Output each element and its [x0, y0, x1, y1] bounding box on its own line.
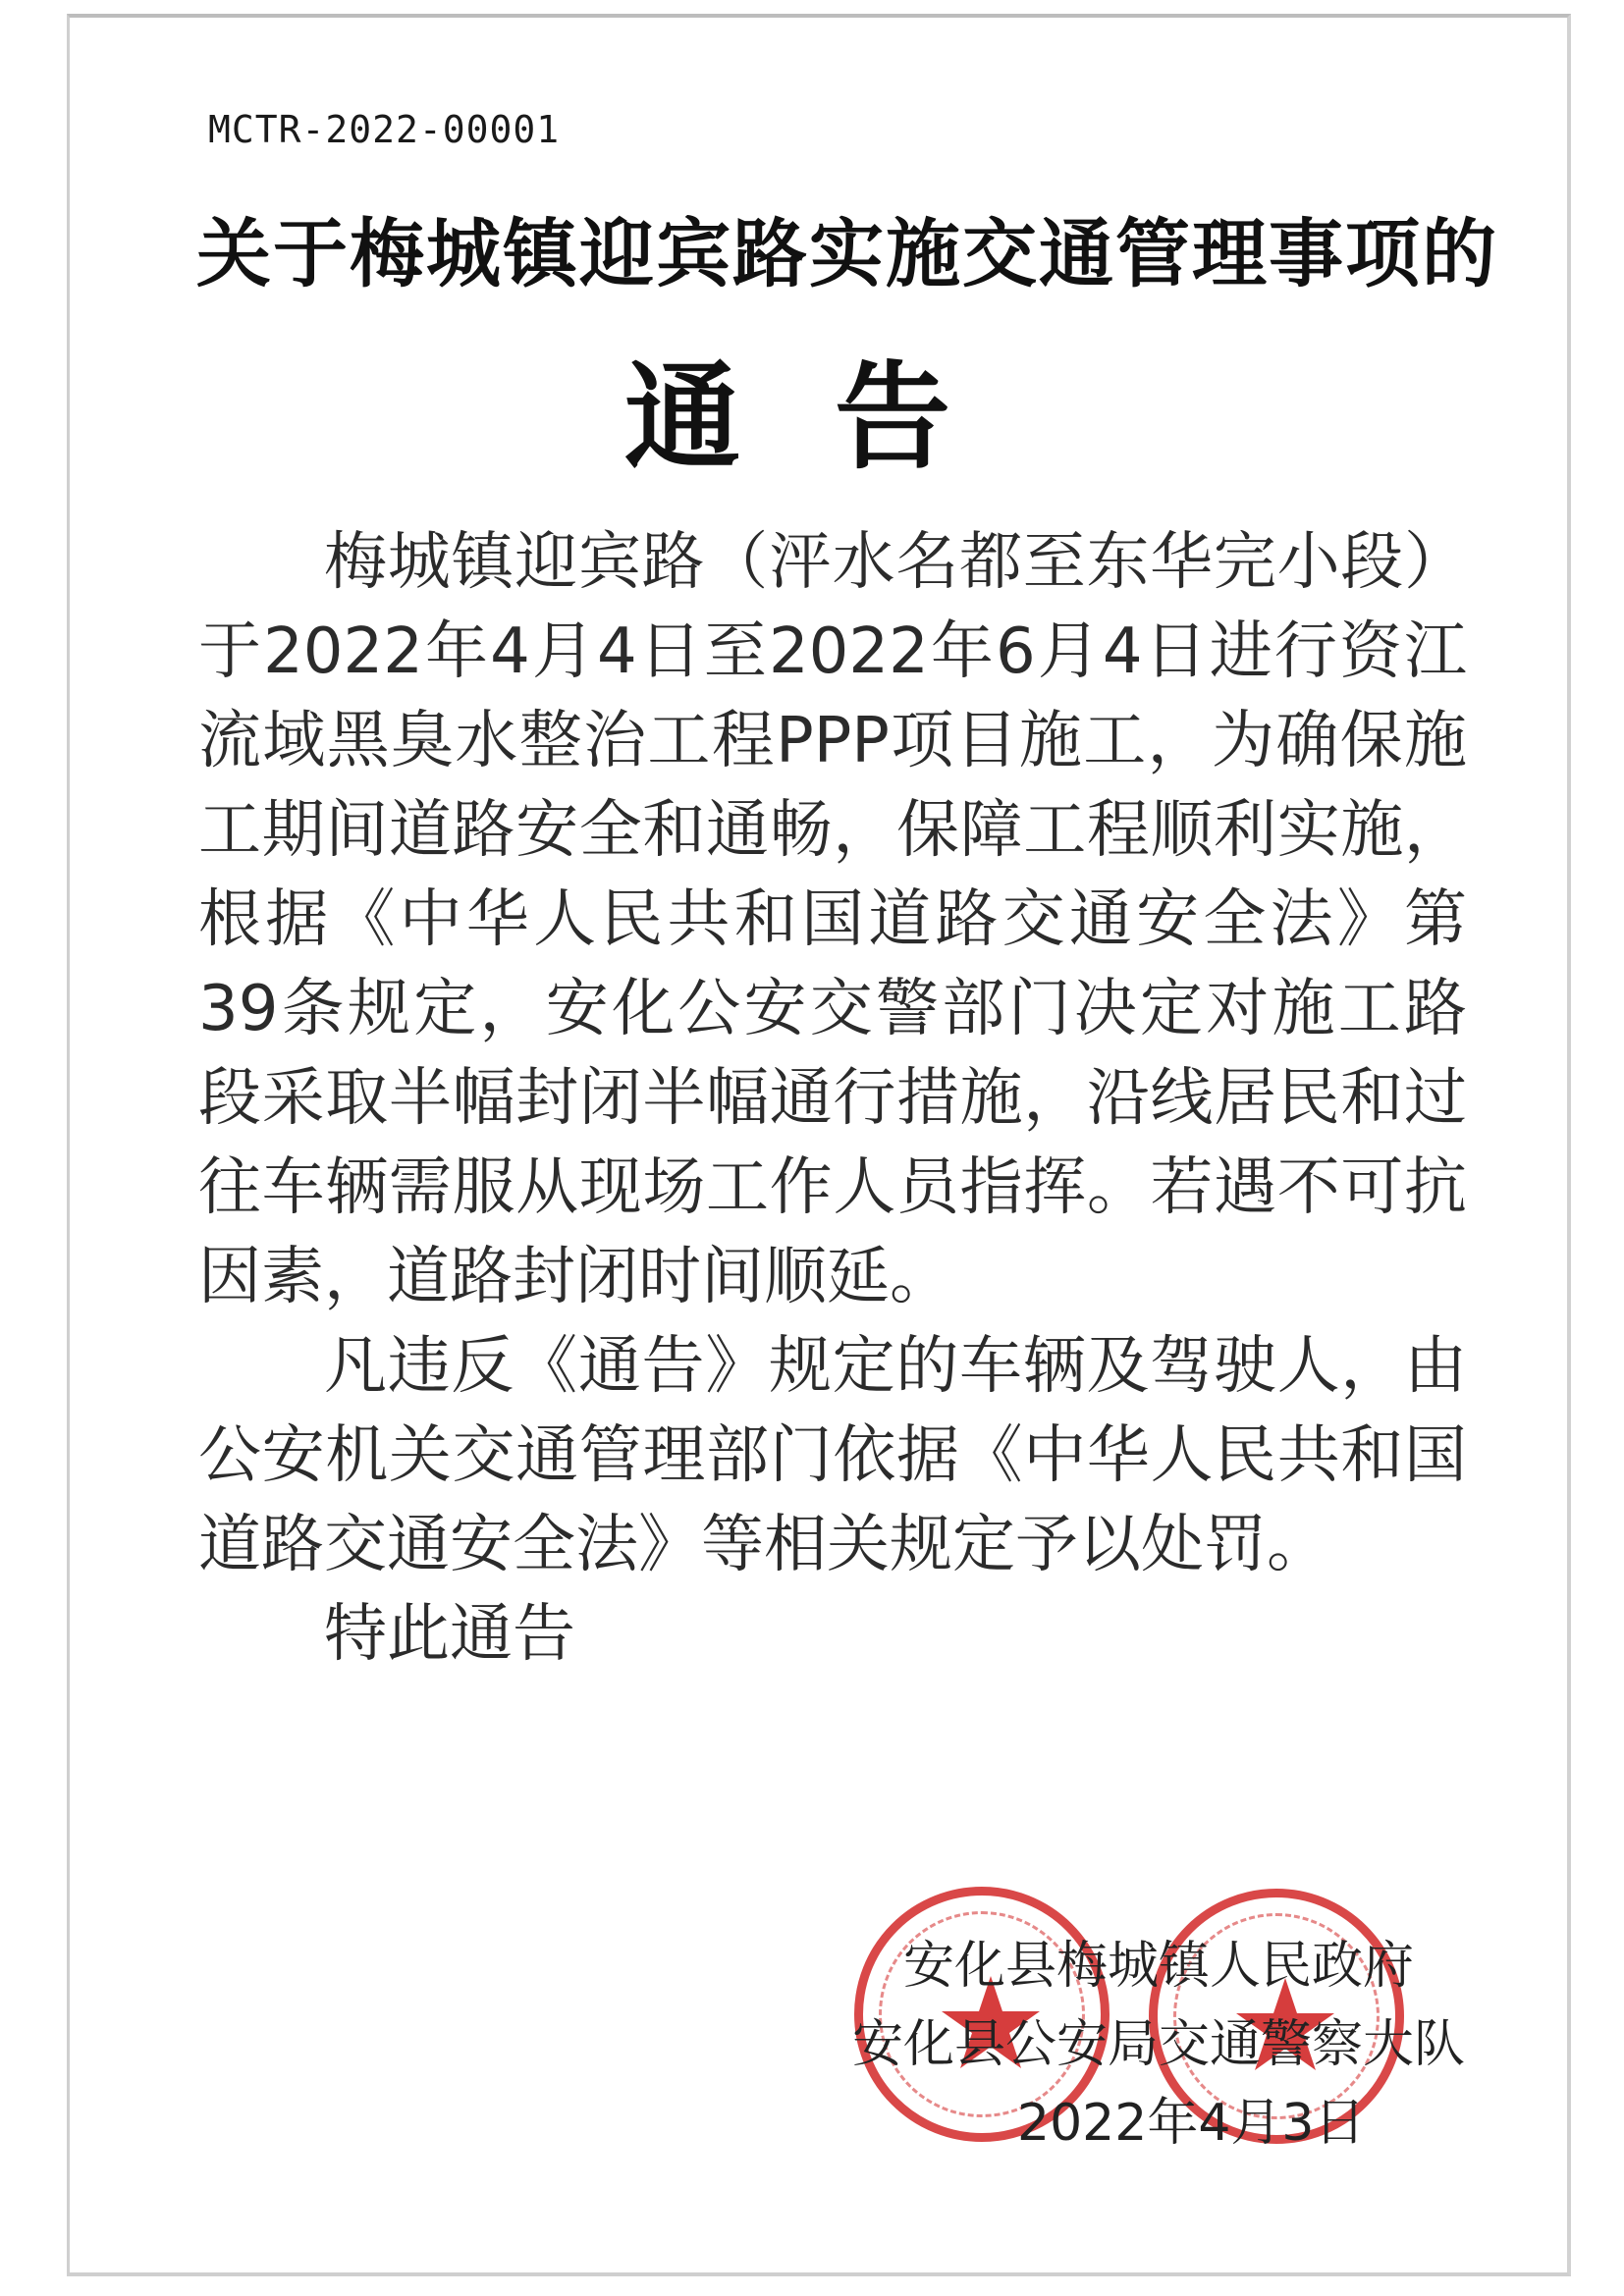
signature-traffic-police: 安化县公安局交通警察大队 — [852, 2015, 1466, 2074]
signature-township-government: 安化县梅城镇人民政府 — [903, 1937, 1415, 1996]
signature-date: 2022年4月3日 — [1017, 2094, 1366, 2153]
body-paragraph: 梅城镇迎宾路（泙水名都至东华完小段）于2022年4月4日至2022年6月4日进行资江流域黑臭水整治工程PPP项目施工，为确保施工期间道路安全和通畅，保障工程顺利实施，根据《中华人民共和国道路交通安全法》第39条规定，安化公安交警部门决定对施工路段采取半幅封闭半幅通行措施，沿线居民和过往车辆需服从现场工作人员指挥。若遇不可抗因素，道路封闭时间顺延。 — [198, 526, 1467, 1313]
closing-line: 特此通告 — [324, 1598, 575, 1671]
body-paragraph: 凡违反《通告》规定的车辆及驾驶人，由公安机关交通管理部门依据《中华人民共和国道路交通安全法》等相关规定予以处罚。 — [198, 1330, 1467, 1581]
document-number: MCTR-2022-00001 — [208, 108, 561, 151]
notice-body — [198, 518, 1467, 1680]
notice-heading: 通告 — [623, 348, 1045, 485]
notice-title: 关于梅城镇迎宾路实施交通管理事项的 — [196, 210, 1498, 297]
